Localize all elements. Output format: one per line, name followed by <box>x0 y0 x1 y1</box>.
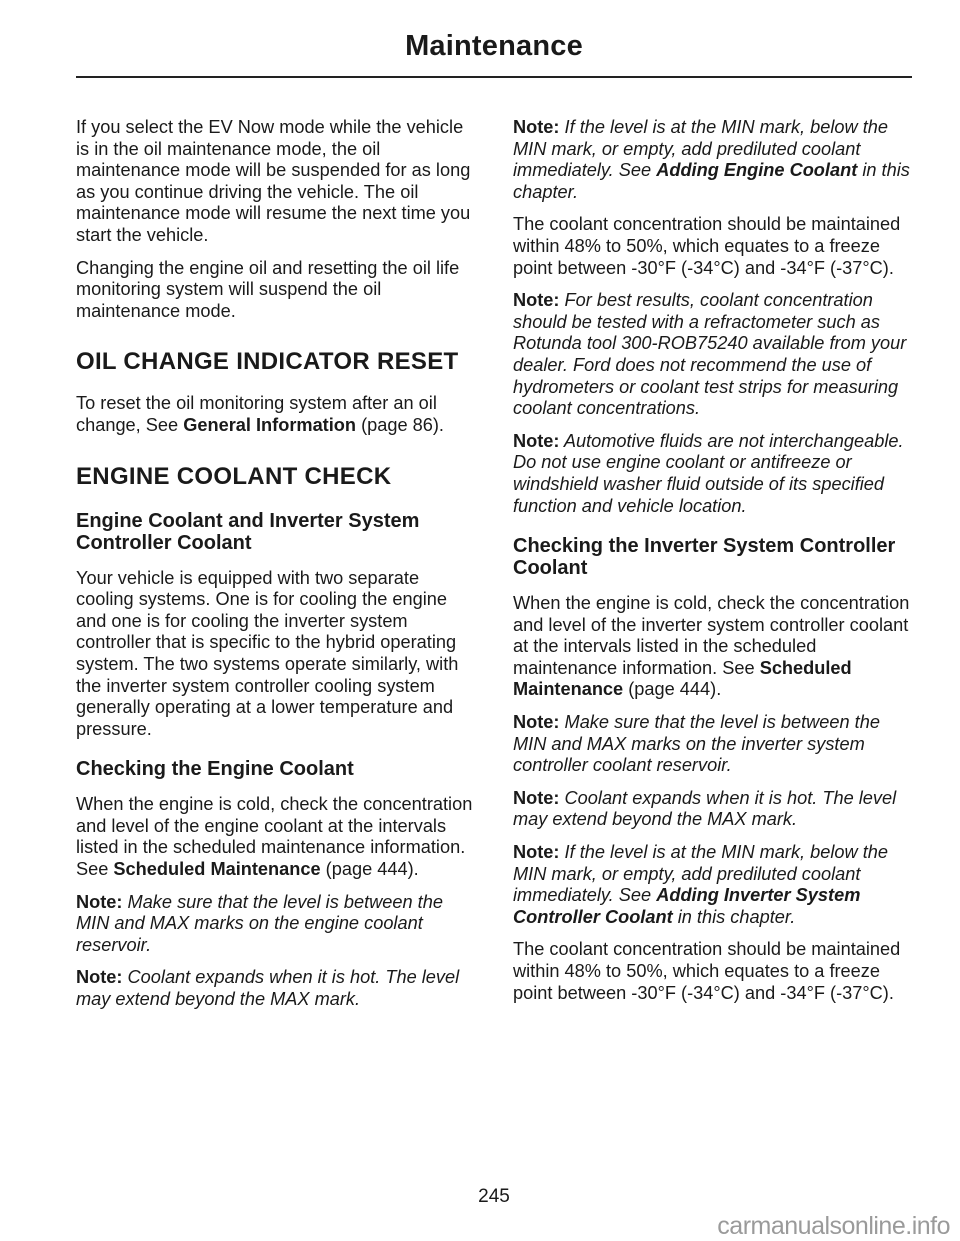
text-segment: If you select the EV Now mode while the vehicle is in the oil maintenance mode, the oil maintenance mode will be suspended for as long as you continue driving the vehicle. The oil maintenance mode will resume the next time you start the vehicle. <box>76 117 471 245</box>
header-divider <box>76 76 912 78</box>
text-segment: in this chapter. <box>513 160 910 202</box>
note-label: Note: <box>76 891 123 912</box>
page-title: Maintenance <box>405 30 583 62</box>
paragraph <box>513 290 913 420</box>
text-segment: To reset the oil monitoring system after an oil change, See <box>76 393 437 435</box>
cross-reference-link[interactable]: General Information <box>183 414 357 435</box>
cross-reference-link[interactable]: Adding Engine Coolant <box>656 160 858 181</box>
page-number: 245 <box>478 1186 510 1207</box>
cross-reference-link[interactable]: Scheduled Maintenance <box>113 859 321 880</box>
text-segment: Coolant expands when it is hot. The level may extend beyond the MAX mark. <box>76 967 460 1010</box>
section-heading <box>76 346 476 377</box>
note-label: Note: <box>513 290 560 311</box>
note-label: Note: <box>513 430 560 451</box>
paragraph <box>76 117 476 247</box>
text-segment: Your vehicle is equipped with two separate cooling systems. One is for cooling the engine and one is for cooling the inverter system controller that is specific to the hybrid operating system. The two systems operate similarly, with the inverter system controller cooling system generally operating at a lower temperature and pressure. <box>76 567 459 739</box>
text-segment: Changing the engine oil and resetting the oil life monitoring system will suspend the oil maintenance mode. <box>76 257 460 321</box>
text-segment: The coolant concentration should be maintained within 48% to 50%, which equates to a freeze point between -30°F (-34°C) and -34°F (-37°C). <box>513 939 901 1003</box>
paragraph <box>513 842 913 928</box>
paragraph <box>76 892 476 957</box>
text-segment: Engine Coolant and Inverter System Controller Coolant <box>76 509 420 554</box>
text-segment: When the engine is cold, check the concentration and level of the engine coolant at the intervals listed in the scheduled maintenance information. See <box>76 794 473 880</box>
subsection-heading <box>513 535 913 579</box>
note-label: Note: <box>513 712 560 733</box>
text-segment: OIL CHANGE INDICATOR RESET <box>76 348 459 376</box>
text-segment: Automotive fluids are not interchangeable. Do not use engine coolant or antifreeze or windshield washer fluid outside of its specified function and vehicle location. <box>513 430 904 516</box>
text-segment: (page 444). <box>623 679 722 700</box>
note-label: Note: <box>513 842 560 863</box>
paragraph <box>513 431 913 517</box>
text-segment: Checking the Engine Coolant <box>76 758 354 781</box>
text-segment: in this chapter. <box>672 906 796 927</box>
text-segment: Make sure that the level is between the MIN and MAX marks on the engine coolant reservoir. <box>76 891 443 955</box>
text-segment: The coolant concentration should be maintained within 48% to 50%, which equates to a freeze point between -30°F (-34°C) and -34°F (-37°C). <box>513 214 901 278</box>
text-segment: When the engine is cold, check the concentration and level of the inverter system controller coolant at the intervals listed in the scheduled maintenance information. See <box>513 593 910 678</box>
paragraph <box>76 258 476 323</box>
text-segment: If the level is at the MIN mark, below the MIN mark, or empty, add prediluted coolant immediately. See <box>513 117 889 181</box>
watermark[interactable]: carmanualsonline.info <box>717 1212 950 1240</box>
text-segment: ENGINE COOLANT CHECK <box>76 462 392 490</box>
subsection-heading <box>76 758 476 780</box>
cross-reference-link[interactable]: Adding Inverter System Controller Coolant <box>513 885 861 927</box>
note-label: Note: <box>76 967 123 988</box>
left-column <box>76 117 476 1022</box>
subsection-heading <box>76 510 476 554</box>
paragraph <box>513 117 913 203</box>
paragraph <box>76 568 476 741</box>
paragraph <box>513 939 913 1004</box>
paragraph <box>513 593 913 701</box>
right-column <box>513 117 913 1015</box>
note-label: Note: <box>513 117 560 137</box>
text-segment: If the level is at the MIN mark, below the MIN mark, or empty, add prediluted coolant immediately. See <box>513 842 889 906</box>
note-label: Note: <box>513 787 560 808</box>
section-heading <box>76 461 476 492</box>
paragraph <box>76 967 476 1010</box>
paragraph <box>76 393 476 436</box>
text-segment: Make sure that the level is between the MIN and MAX marks on the inverter system controller coolant reservoir. <box>513 712 880 776</box>
text-segment: Checking the Inverter System Controller Coolant <box>513 535 896 580</box>
cross-reference-link[interactable]: Scheduled Maintenance <box>513 657 852 700</box>
text-segment: (page 86). <box>356 414 444 435</box>
paragraph <box>513 788 913 831</box>
paragraph <box>513 712 913 777</box>
text-segment: Coolant expands when it is hot. The level may extend beyond the MAX mark. <box>513 787 897 830</box>
text-segment: (page 444). <box>320 859 419 880</box>
paragraph <box>76 794 476 880</box>
text-segment: For best results, coolant concentration should be tested with a refractometer such as Rotunda tool 300-ROB75240 available from your dealer. Ford does not recommend the use of hydrometers or coolant test strips for measuring coolant concentrations. <box>513 290 907 419</box>
paragraph <box>513 214 913 279</box>
